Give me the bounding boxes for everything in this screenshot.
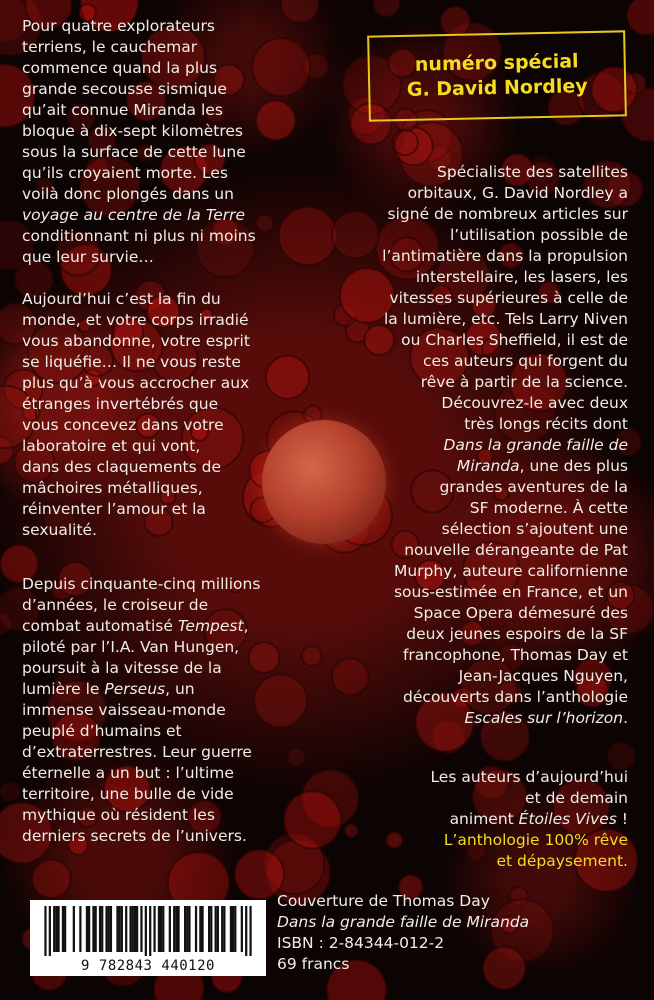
text-segment: et dépaysement. <box>496 852 628 870</box>
text-segment: vitesses supérieures à celle de <box>389 289 628 307</box>
text-segment: terriens, le cauchemar <box>22 38 198 56</box>
text-segment: monde, et votre corps irradié <box>22 311 249 329</box>
text-segment: mythique où résident les <box>22 806 215 824</box>
text-segment: qu’ait connue Miranda les <box>22 101 223 119</box>
text-segment: sous-estimée en France, et un <box>393 583 628 601</box>
text-segment: peuplé d’humains et <box>22 722 182 740</box>
barcode-bar <box>132 906 134 952</box>
text-line <box>248 162 628 183</box>
barcode-bar <box>55 906 57 952</box>
barcode-bar <box>99 906 101 952</box>
barcode-bar <box>184 906 186 952</box>
text-segment: Perseus <box>104 680 166 698</box>
text-line <box>248 309 628 330</box>
barcode-bar <box>241 906 243 952</box>
text-segment: immense vaisseau-monde <box>22 701 226 719</box>
text-segment: L’anthologie 100% rêve <box>443 831 628 849</box>
text-segment: conditionnant ni plus ni moins <box>22 227 256 245</box>
text-segment: Aujourd’hui c’est la fin du <box>22 290 221 308</box>
text-segment: combat automatisé <box>22 617 178 635</box>
barcode-bar <box>177 906 179 952</box>
texture-bubble <box>608 743 635 770</box>
barcode-bar <box>221 906 223 952</box>
text-segment: que leur survie… <box>22 248 154 266</box>
text-segment: derniers secrets de l’univers. <box>22 827 247 845</box>
closing-tagline <box>248 767 628 872</box>
barcode-bar <box>230 906 232 952</box>
barcode-bar <box>201 906 203 952</box>
barcode-bar <box>57 906 59 952</box>
text-segment: éternelle a un but : l’ultime <box>22 764 234 782</box>
texture-bubble <box>1 782 19 800</box>
text-segment: orbitaux, G. David Nordley a <box>407 184 628 202</box>
text-segment: Murphy, auteure californienne <box>393 562 628 580</box>
barcode-bars <box>40 906 256 956</box>
barcode-bar <box>223 906 225 952</box>
text-line <box>22 142 322 163</box>
barcode-bar <box>88 906 90 952</box>
text-segment: grandes aventures de la <box>439 478 628 496</box>
text-line <box>248 246 628 267</box>
barcode-bar <box>208 906 210 952</box>
text-segment: grande secousse sismique <box>22 80 227 98</box>
text-line <box>248 225 628 246</box>
special-issue-box <box>367 30 627 121</box>
text-segment: ces auteurs qui forgent du <box>423 352 628 370</box>
text-line <box>248 435 628 456</box>
text-segment: réinventer l’amour et la <box>22 500 206 518</box>
barcode-bar <box>188 906 190 952</box>
text-line <box>248 498 628 519</box>
barcode-bar <box>86 906 88 952</box>
text-line <box>22 37 322 58</box>
barcode-bar <box>116 906 118 952</box>
text-line <box>248 456 628 477</box>
text-segment: Jean-Jacques Nguyen, <box>458 667 628 685</box>
text-line <box>248 767 628 788</box>
text-segment: , un <box>165 680 195 698</box>
text-line <box>248 603 628 624</box>
barcode-bar <box>79 906 81 952</box>
featured-title: Dans la grande faille de Miranda <box>277 913 530 931</box>
barcode-bar <box>53 906 55 952</box>
cover-credit: Couverture de Thomas Day <box>277 892 490 910</box>
text-segment: Découvrez-le avec deux <box>441 394 628 412</box>
text-segment: interstellaire, les lasers, les <box>415 268 628 286</box>
barcode-bar <box>95 906 97 952</box>
text-segment: mâchoires métalliques, <box>22 479 203 497</box>
text-segment: ! <box>616 810 628 828</box>
texture-bubble <box>374 0 400 16</box>
text-segment: bloque à dix-sept kilomètres <box>22 122 243 140</box>
text-segment: découverts dans l’anthologie <box>403 688 628 706</box>
text-segment: plus qu’à vous accrocher aux <box>22 374 250 392</box>
text-segment: Dans la grande faille de <box>443 436 628 454</box>
text-line <box>248 414 628 435</box>
barcode-bar <box>234 906 236 952</box>
barcode-bar <box>158 906 160 952</box>
barcode-bar <box>49 906 51 956</box>
barcode-bar <box>108 906 110 952</box>
barcode-bar <box>210 906 212 952</box>
text-segment: , <box>243 617 249 635</box>
barcode-bar <box>73 906 75 952</box>
text-segment: la lumière, etc. Tels Larry Niven <box>383 310 628 328</box>
barcode-bar <box>160 906 162 952</box>
text-segment: francophone, Thomas Day et <box>402 646 628 664</box>
text-line <box>22 100 322 121</box>
barcode-bar <box>173 906 175 952</box>
text-segment: Les auteurs d’aujourd’hui <box>430 768 628 786</box>
text-segment: Tempest <box>177 617 244 635</box>
text-line <box>248 645 628 666</box>
barcode-bar <box>149 906 151 956</box>
text-segment: ou Charles Sheffield, il est de <box>401 331 628 349</box>
text-segment: l’antimatière dans la propulsion <box>382 247 628 265</box>
barcode-number: 9 782843 440120 <box>81 958 215 974</box>
text-segment: Étoiles Vives <box>518 810 617 828</box>
text-segment: l’utilisation possible de <box>449 226 628 244</box>
text-line <box>248 183 628 204</box>
text-segment: sous la surface de cette lune <box>22 143 246 161</box>
text-line <box>248 351 628 372</box>
text-line <box>22 16 322 37</box>
text-line <box>248 288 628 309</box>
texture-bubble <box>393 130 418 155</box>
text-segment: Miranda <box>456 457 520 475</box>
barcode-bar <box>101 906 103 952</box>
text-line <box>248 624 628 645</box>
barcode-bar <box>162 906 164 952</box>
texture-bubble <box>441 7 471 37</box>
text-line <box>248 830 628 851</box>
special-issue-label: numéro spécial <box>414 50 579 76</box>
text-line <box>248 477 628 498</box>
publication-credits <box>277 891 597 975</box>
text-segment: rêve à partir de la science. <box>420 373 628 391</box>
barcode-bar <box>175 906 177 952</box>
text-line <box>22 79 322 100</box>
barcode-bar <box>44 906 46 956</box>
price: 69 francs <box>277 955 350 973</box>
text-segment: vous concevez dans votre <box>22 416 224 434</box>
text-line <box>248 519 628 540</box>
barcode-bar <box>110 906 112 952</box>
text-segment: très longs récits dont <box>464 415 628 433</box>
text-line <box>248 204 628 225</box>
barcode-bar <box>136 906 138 952</box>
text-segment: , une des plus <box>519 457 628 475</box>
text-segment: . <box>623 709 628 727</box>
barcode-bar <box>121 906 123 952</box>
text-line <box>248 540 628 561</box>
text-line <box>248 788 628 809</box>
text-segment: nouvelle dérangeante de Pat <box>404 541 628 559</box>
text-segment: Space Opera démesuré des <box>413 604 628 622</box>
text-segment: vous abandonne, votre esprit <box>22 332 250 350</box>
barcode-bar <box>119 906 121 952</box>
barcode-bar <box>140 906 142 952</box>
text-segment: et de demain <box>525 789 628 807</box>
isbn: ISBN : 2-84344-012-2 <box>277 934 445 952</box>
texture-bubble <box>627 0 654 35</box>
barcode-bar <box>249 906 251 956</box>
author-biography <box>248 162 628 729</box>
text-line <box>248 708 628 729</box>
barcode-bar <box>186 906 188 952</box>
barcode-bar <box>145 906 147 956</box>
text-segment: territoire, une bulle de vide <box>22 785 234 803</box>
barcode-bar <box>153 906 155 952</box>
text-line <box>22 742 322 763</box>
text-segment: commence quand la plus <box>22 59 218 77</box>
barcode-bar <box>129 906 131 952</box>
barcode <box>30 900 266 976</box>
text-segment: voyage au centre de la Terre <box>22 206 246 224</box>
barcode-bar <box>232 906 234 952</box>
text-segment: lumière le <box>22 680 105 698</box>
text-segment: Spécialiste des satellites <box>437 163 628 181</box>
text-line <box>248 851 628 872</box>
text-line <box>22 121 322 142</box>
text-segment: piloté par l’I.A. Van Hungen, <box>22 638 240 656</box>
text-line <box>248 582 628 603</box>
text-line <box>22 58 322 79</box>
text-segment: étranges invertébrés que <box>22 395 219 413</box>
barcode-bar <box>169 906 171 952</box>
barcode-bar <box>125 906 127 952</box>
text-segment: sexualité. <box>22 521 97 539</box>
barcode-bar <box>134 906 136 952</box>
text-line <box>248 809 628 830</box>
text-segment: SF moderne. À cette <box>469 499 628 517</box>
barcode-bar <box>245 906 247 956</box>
featured-author-name: G. David Nordley <box>406 75 588 101</box>
text-segment: poursuit à la vitesse de la <box>22 659 222 677</box>
barcode-bar <box>215 906 217 952</box>
text-segment: Depuis cinquante-cinq millions <box>22 575 261 593</box>
text-segment: Pour quatre explorateurs <box>22 17 215 35</box>
text-line <box>248 267 628 288</box>
text-segment: laboratoire et qui vont, <box>22 437 201 455</box>
barcode-bar <box>195 906 197 952</box>
text-segment: qu’ils croyaient morte. Les <box>22 164 228 182</box>
barcode-bar <box>92 906 94 952</box>
text-segment: dans des claquements de <box>22 458 221 476</box>
text-segment: Escales sur l’horizon <box>464 709 624 727</box>
barcode-bar <box>62 906 64 952</box>
text-line <box>248 393 628 414</box>
text-line <box>248 561 628 582</box>
text-line <box>248 666 628 687</box>
text-segment: signé de nombreux articles sur <box>387 205 628 223</box>
barcode-bar <box>105 906 107 952</box>
text-segment: se liquéfie… Il ne vous reste <box>22 353 241 371</box>
barcode-bar <box>199 906 201 952</box>
text-segment: voilà donc plongés dans un <box>22 185 234 203</box>
text-segment: animent <box>449 810 519 828</box>
text-line <box>248 372 628 393</box>
text-segment: deux jeunes espoirs de la SF <box>406 625 628 643</box>
text-segment: d’extraterrestres. Leur guerre <box>22 743 252 761</box>
text-segment: d’années, le croiseur de <box>22 596 209 614</box>
barcode-bar <box>64 906 66 952</box>
text-segment: sélection s’ajoutent une <box>441 520 628 538</box>
text-line <box>248 330 628 351</box>
barcode-bar <box>217 906 219 952</box>
text-line <box>248 687 628 708</box>
texture-bubble <box>32 860 70 898</box>
